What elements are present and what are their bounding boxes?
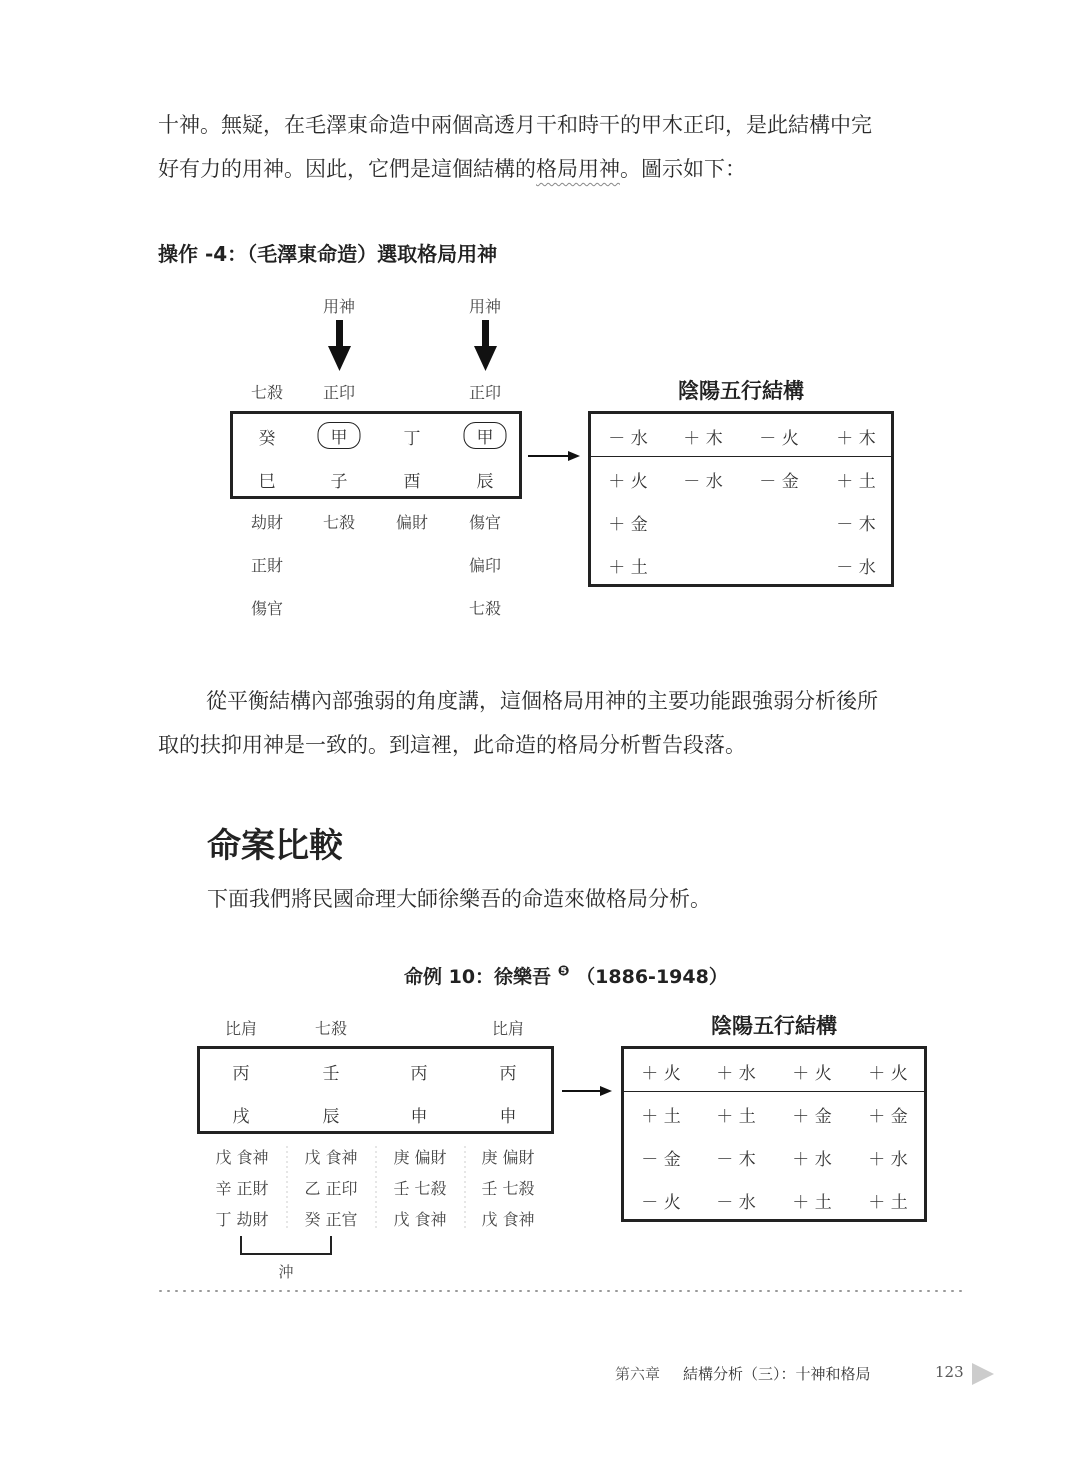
earthly-branch: 酉 — [403, 472, 421, 492]
element-cell: ＋ 土 — [716, 1107, 756, 1127]
arrow-label: 用神 — [322, 297, 356, 316]
structure-divider — [624, 1091, 924, 1092]
hidden-stem: 戊 食神 — [215, 1148, 269, 1167]
element-cell: ＋ 火 — [641, 1064, 681, 1084]
element-cell: ＋ 金 — [792, 1107, 832, 1127]
hidden-stem: 癸 正官 — [304, 1210, 358, 1229]
paragraph-line: 取的扶抑用神是一致的。到這裡，此命造的格局分析暫告段落。 — [158, 733, 746, 757]
heavenly-stem: 丙 — [410, 1064, 428, 1084]
element-cell: ＋ 木 — [683, 429, 723, 449]
element-cell: ＋ 火 — [868, 1064, 908, 1084]
earthly-branch: 申 — [499, 1107, 517, 1127]
heavenly-stem: 壬 — [322, 1064, 340, 1084]
text-run: 好有力的用神。因此，它們是這個結構的 — [158, 157, 536, 181]
emphasized-term: 格局用神 — [536, 157, 620, 181]
hidden-stem: 庚 偏財 — [481, 1148, 535, 1167]
earthly-branch: 戌 — [232, 1107, 250, 1127]
hidden-ten-god: 傷官 — [468, 513, 502, 532]
heavenly-stem: 丙 — [232, 1064, 250, 1084]
section-intro — [207, 877, 1017, 921]
structure-title: 陰陽五行結構 — [711, 1013, 837, 1038]
element-cell: ＋ 木 — [836, 429, 876, 449]
element-cell: ＋ 水 — [868, 1150, 908, 1170]
clash-bracket — [241, 1236, 331, 1254]
footer-chapter: 第六章 — [615, 1365, 661, 1383]
element-cell: － 金 — [641, 1150, 681, 1170]
heavenly-stem: 丁 — [403, 429, 421, 449]
structure-title: 陰陽五行結構 — [678, 378, 804, 403]
structure-divider — [591, 456, 891, 457]
middle-paragraph — [158, 679, 968, 767]
hidden-ten-god: 傷官 — [250, 599, 284, 618]
figure2-title — [404, 962, 728, 989]
figure2-years: （1886-1948） — [576, 966, 728, 988]
figure2-title-text: 命例 10：徐樂吾 — [404, 966, 552, 988]
earthly-branch: 子 — [330, 472, 348, 492]
page-triangle-icon — [972, 1363, 994, 1385]
paragraph-line: 下面我們將民國命理大師徐樂吾的命造來做格局分析。 — [207, 887, 711, 911]
element-cell: ＋ 土 — [641, 1107, 681, 1127]
earthly-branch: 巳 — [258, 472, 276, 492]
element-cell: ＋ 土 — [836, 472, 876, 492]
element-cell: ＋ 水 — [792, 1150, 832, 1170]
hidden-stem: 丁 劫財 — [215, 1210, 269, 1229]
element-cell: ＋ 火 — [792, 1064, 832, 1084]
paragraph-line: 十神。無疑，在毛澤東命造中兩個高透月干和時干的甲木正印，是此結構中完 — [158, 113, 872, 137]
element-cell: ＋ 土 — [608, 558, 648, 578]
right-arrow-icon — [562, 1086, 612, 1096]
element-cell: ＋ 土 — [868, 1193, 908, 1213]
ten-god-label: 正印 — [322, 383, 356, 402]
arrow-label: 用神 — [468, 297, 502, 316]
paragraph-line: 從平衡結構內部強弱的角度講，這個格局用神的主要功能跟強弱分析後所 — [206, 689, 878, 713]
clash-label: 沖 — [278, 1263, 294, 1281]
footer-chapter-title: 結構分析（三）：十神和格局 — [683, 1365, 871, 1383]
heavenly-stem: 丙 — [499, 1064, 517, 1084]
figure1-title: 操作 -4：（毛澤東命造）選取格局用神 — [158, 242, 498, 266]
element-cell: － 木 — [716, 1150, 756, 1170]
element-cell: ＋ 水 — [716, 1064, 756, 1084]
earthly-branch: 辰 — [322, 1107, 340, 1127]
heavenly-stem-circled: 甲 — [318, 422, 361, 449]
element-cell: － 金 — [759, 472, 799, 492]
section-heading: 命案比較 — [207, 826, 343, 866]
ten-god-label: 比肩 — [224, 1019, 258, 1038]
element-cell: － 木 — [836, 515, 876, 535]
element-cell: － 火 — [641, 1193, 681, 1213]
hidden-ten-god: 正財 — [250, 556, 284, 575]
down-arrow-icon — [474, 320, 497, 371]
hidden-stem: 壬 七殺 — [393, 1179, 447, 1198]
hidden-stem: 辛 正財 — [215, 1179, 269, 1198]
footnote-marker: ❺ — [557, 963, 570, 980]
hidden-stem: 戊 食神 — [481, 1210, 535, 1229]
heavenly-stem-circled: 甲 — [464, 422, 507, 449]
element-cell: ＋ 金 — [608, 515, 648, 535]
earthly-branch: 辰 — [476, 472, 494, 492]
element-cell: ＋ 火 — [608, 472, 648, 492]
element-cell: ＋ 土 — [792, 1193, 832, 1213]
right-arrow-icon — [528, 451, 580, 461]
element-cell: － 水 — [836, 558, 876, 578]
hidden-stem: 戊 食神 — [393, 1210, 447, 1229]
ten-god-label: 比肩 — [491, 1019, 525, 1038]
text-run: 。圖示如下： — [620, 157, 746, 181]
earthly-branch: 申 — [410, 1107, 428, 1127]
ten-god-label: 正印 — [468, 383, 502, 402]
down-arrow-icon — [328, 320, 351, 371]
ten-god-label: 七殺 — [250, 383, 284, 402]
hidden-ten-god: 偏財 — [395, 513, 429, 532]
page-number: 123 — [935, 1363, 964, 1381]
element-cell: － 水 — [683, 472, 723, 492]
ten-god-label: 七殺 — [314, 1019, 348, 1038]
heavenly-stem: 癸 — [258, 429, 276, 449]
element-cell: ＋ 金 — [868, 1107, 908, 1127]
element-cell: － 火 — [759, 429, 799, 449]
hidden-ten-god: 偏印 — [468, 556, 502, 575]
element-cell: － 水 — [608, 429, 648, 449]
hidden-stem: 壬 七殺 — [481, 1179, 535, 1198]
element-cell: － 水 — [716, 1193, 756, 1213]
hidden-stem: 庚 偏財 — [393, 1148, 447, 1167]
hidden-stem: 戊 食神 — [304, 1148, 358, 1167]
hidden-ten-god: 七殺 — [322, 513, 356, 532]
hidden-ten-god: 七殺 — [468, 599, 502, 618]
hidden-ten-god: 劫財 — [250, 513, 284, 532]
hidden-stem: 乙 正印 — [304, 1179, 358, 1198]
